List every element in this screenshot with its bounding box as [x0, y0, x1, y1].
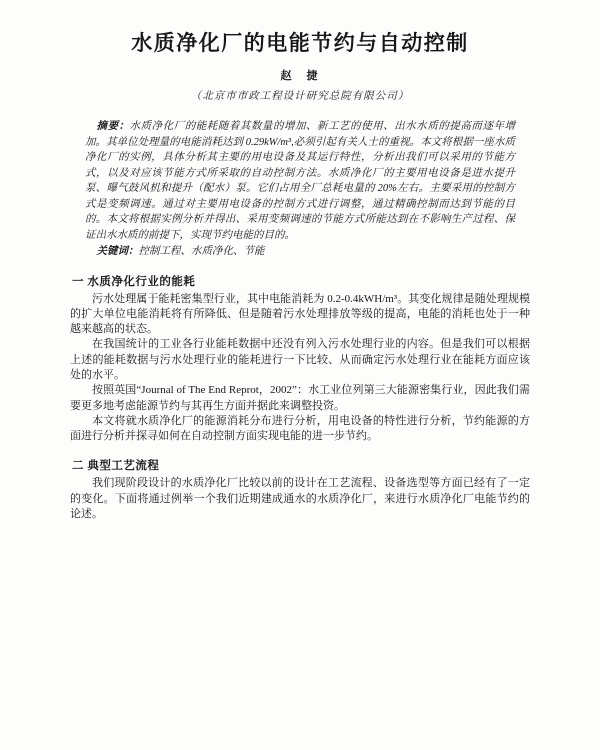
keywords-label: 关键词：	[96, 246, 139, 257]
section-2-paragraph-1: 我们现阶段设计的水质净化厂比较以前的设计在工艺流程、设备选型等方面已经有了一定的变化。下面将通过例举一个我们近期建成通水的水质净化厂，来进行水质净化厂电能节约的论述。	[70, 477, 530, 521]
section-1-paragraph-1: 污水处理属于能耗密集型行业，其中电能消耗为 0.2-0.4kWH/m³。其变化规律是随处理规模的扩大单位电能消耗将有所降低、但是随着污水处理排放等级的提高，电能的消耗也处于一种越来越高的状态。	[70, 292, 530, 336]
author-affiliation: （北京市市政工程设计研究总院有限公司）	[190, 91, 410, 102]
keywords	[85, 244, 515, 260]
abstract-label: 摘要：	[96, 121, 130, 132]
keywords-text: 控制工程、水质净化、节能	[138, 246, 265, 257]
section-1-heading: 一 水质净化行业的能耗	[72, 275, 196, 288]
page-title: 水质净化厂的电能节约与自动控制	[131, 31, 469, 55]
abstract-text: 水质净化厂的能耗随着其数量的增加、新工艺的使用、出水水质的提高而逐年增加。其单位处理量的电能消耗达到 0.29kW/m³,必须引起有关人士的重视。本文将根据一座水质净化厂的实例，具体分析其主要的用电设备及其运行特性，分析出我们可以采用的节能方式，以及对应该节能方式所采取的自动控制方法。水质净化厂的主要用电设备是进水提升泵、曝气鼓风机和提升（配水）泵。它们占用全厂总耗电量的 20%左右。主要采用的控制方式是变频调速。通过对主要用电设备的控制方式进行调整，通过精确控制而达到节能的目的。本文将根据实例分析并得出、采用变频调速的节能方式所能达到在不影响生产过程、保证出水水质的前提下，实现节约电能的目的。	[85, 121, 515, 241]
section-1-paragraph-4: 本文将就水质净化厂的能源消耗分布进行分析，用电设备的特性进行分析，节约能源的方面进行分析并探寻如何在自动控制方面实现电能的进一步节约。	[70, 414, 530, 443]
author-name: 赵 捷	[280, 70, 320, 82]
section-2-heading: 二 典型工艺流程	[72, 460, 160, 473]
section-1-paragraph-3: 按照英国“Journal of The End Reprot，2002”：水工业位列第三大能源密集行业，因此我们需要更多地考虑能源节约与其再生方面并据此来调整投资。	[70, 384, 530, 412]
document-body	[0, 273, 600, 523]
section-1-paragraph-2: 在我国统计的工业各行业能耗数据中还没有列入污水处理行业的内容。但是我们可以根据上述的能耗数据与污水处理行业的能耗进行一下比较、从而确定污水处理行业在能耗方面应该处的水平。	[70, 338, 530, 381]
abstract	[85, 119, 515, 243]
